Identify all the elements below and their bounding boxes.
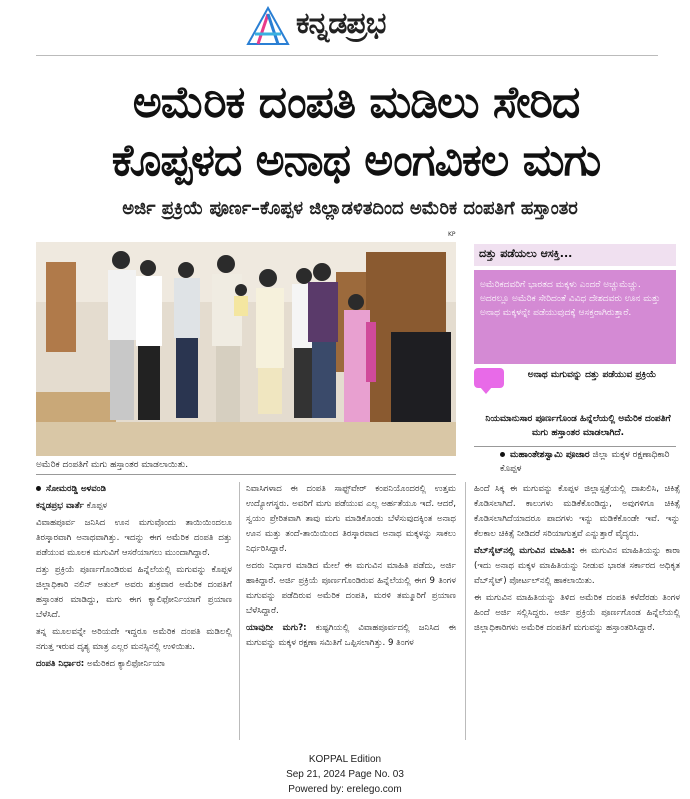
byline-name: ಸೋಮರಡ್ಡಿ ಅಳವಂಡಿ xyxy=(46,484,107,494)
sidebar-title: ದತ್ತು ಪಡೆಯಲು ಆಸಕ್ತಿ... xyxy=(474,244,676,266)
logo-triangle-icon xyxy=(246,6,290,46)
byline xyxy=(36,482,232,497)
pull-quote-line-2: ನಿಯಮಾನುಸಾರ ಪೂರ್ಣಗೊಂಡ ಹಿನ್ನೆಲೆಯಲ್ಲಿ ಅಮೆರಿಕ ದಂಪತಿಗೆ ಮಗು ಹಸ್ತಾಂತರ ಮಾಡಲಾಗಿದೆ. xyxy=(485,414,671,438)
subheading: ದಂಪತಿ ನಿರ್ಧಾರ: xyxy=(36,659,85,669)
article-column-1 xyxy=(36,482,232,674)
footer-powered-by: Powered by: erelego.com xyxy=(288,784,402,795)
footer-date-page: Sep 21, 2024 Page No. 03 xyxy=(286,769,404,780)
page-footer xyxy=(0,752,690,797)
footer-edition: KOPPAL Edition xyxy=(308,754,382,765)
paragraph-text: ಅಮೆರಿಕದ ಕ್ಯಾಲಿಫೋರ್ನಿಯಾ xyxy=(86,659,165,669)
quote-bubble-icon xyxy=(474,368,504,388)
pull-quote-line-1: ಅನಾಥ ಮಗುವನ್ನು ದತ್ತು ಪಡೆಯುವ ಪ್ರಕ್ರಿಯೆ xyxy=(527,370,657,380)
quote-attribution xyxy=(500,448,680,476)
paragraph-text: ಕುಷ್ಟಗಿಯಲ್ಲಿ ವಿವಾಹಪೂರ್ವದಲ್ಲಿ ಜನಿಸಿದ ಈ ಮಗುವನ್ನು ಮಕ್ಕಳ ರಕ್ಷಣಾ ಸಮಿತಿಗೆ ಒಪ್ಪಿಸಲಾಗಿತ್ತು. 9 ತಿಂಗಳ xyxy=(246,623,457,648)
headline-line-2: ಕೊಪ್ಪಳದ ಅನಾಥ ಅಂಗವಿಕಲ ಮಗು xyxy=(111,135,601,186)
masthead-name: ಕನ್ನಡಪ್ರಭ xyxy=(296,6,386,41)
paragraph xyxy=(246,621,456,651)
article-column-3 xyxy=(474,482,680,638)
column-divider xyxy=(239,482,240,740)
subheading: ಯಾವುದೀ ಮಗು?: xyxy=(246,623,307,633)
paragraph: ಅದರು ನಿರ್ಧಾರ ಮಾಡಿದ ಮೇಲೆ ಈ ಮಗುವಿನ ಮಾಹಿತಿ ಪಡೆದು, ಅರ್ಜಿ ಹಾಕಿದ್ದಾರೆ. ಅರ್ಜಿ ಪ್ರಕ್ರಿಯೆ ಪೂರ್ಣಗೊಂಡಿರುವ ಹಿನ್ನೆಲೆಯಲ್ಲಿ ಈಗ 9 ತಿಂಗಳ ಮಗುವನ್ನು ಪಡೆದಿರುವ ಅಮೆರಿಕ ದಂಪತಿ, ಮರಳಿ ತಮ್ಮೂರಿಗೆ ಪ್ರಯಾಣ ಬೆಳೆಸಿದ್ದಾರೆ. xyxy=(246,561,456,616)
photo-caption: ಅಮೆರಿಕ ದಂಪತಿಗೆ ಮಗು ಹಸ್ತಾಂತರ ಮಾಡಲಾಯಿತು. xyxy=(36,460,189,470)
bullet-icon xyxy=(36,486,41,491)
quote-divider xyxy=(474,446,676,447)
news-photo xyxy=(36,242,456,456)
subheadline: ಅರ್ಜಿ ಪ್ರಕ್ರಿಯೆ ಪೂರ್ಣ–ಕೊಪ್ಪಳ ಜಿಲ್ಲಾಡಳಿತದಿಂದ ಅಮೆರಿಕ ದಂಪತಿಗೆ ಹಸ್ತಾಂತರ xyxy=(122,198,578,219)
dateline xyxy=(36,499,232,514)
quote-role: ಜಿಲ್ಲಾ ಮಕ್ಕಳ ರಕ್ಷಣಾಧಿಕಾರಿ ಕೊಪ್ಪಳ xyxy=(500,450,670,474)
sidebar-text: ಅಮೆರಿಕದವರಿಗೆ ಭಾರತದ ಮಕ್ಕಳು ಎಂದರೆ ಅಚ್ಚುಮೆಚ್ಚು. ಅದರಲ್ಲೂ ಅಮೆರಿಕ ಸೇರಿದಂತೆ ವಿವಿಧ ದೇಶದವರು ಊನ ಮತ್ತು ಅನಾಥ ಮಕ್ಕಳನ್ನೇ ಪಡೆಯುವುದಕ್ಕೆ ಆಸಕ್ತರಾಗಿರುತ್ತಾರೆ. xyxy=(474,270,676,364)
paragraph: ದತ್ತು ಪ್ರಕ್ರಿಯೆ ಪೂರ್ಣಗೊಂಡಿರುವ ಹಿನ್ನೆಲೆಯಲ್ಲಿ ಮಗುವನ್ನು ಕೊಪ್ಪಳ ಜಿಲ್ಲಾಧಿಕಾರಿ ನಲಿನ್ ಅತುಲ್ ಅವರು ಶುಕ್ರವಾರ ಅಮೆರಿಕ ದಂಪತಿಗೆ ಹಸ್ತಾಂತರ ಮಾಡಿದ್ದು, ಮಗು ಈಗ ಕ್ಯಾಲಿಫೋರ್ನಿಯಾಗೆ ಪ್ರಯಾಣ ಬೆಳೆಸಿದೆ. xyxy=(36,565,232,620)
article-column-2 xyxy=(246,482,456,653)
paragraph: ನಿವಾಸಿಗಳಾದ ಈ ದಂಪತಿ ಸಾಫ್ಟ್‌ವೇರ್ ಕಂಪನಿಯೊಂದರಲ್ಲಿ ಉತ್ತಮ ಉದ್ಯೋಗಸ್ಥರು. ಅವರಿಗೆ ಮಗು ಪಡೆಯುವ ಎಲ್ಲ ಅರ್ಹತೆಯೂ ಇದೆ. ಆದರೆ, ಸ್ವಯಂ ಪ್ರೇರಿತವಾಗಿ ತಾವು ಮಗು ಮಾಡಿಕೊಂಡು ಬೆಳೆಸುವುದಕ್ಕಿಂತ ಅನಾಥ ಊನ ಮತ್ತು ತಂದೆ-ತಾಯಿಯಿಂದ ತಿರಸ್ಕಾರವಾದ ಅನಾಥ ಮಕ್ಕಳನ್ನು ಸಾಕಲು ನಿರ್ಧರಿಸಿದ್ದಾರೆ. xyxy=(246,484,456,554)
sidebar-box xyxy=(474,244,676,364)
pull-quote xyxy=(474,368,676,444)
paragraph xyxy=(36,657,232,672)
paragraph: ಹಿಂದೆ ಸಿಕ್ಕ ಈ ಮಗುವನ್ನು ಕೊಪ್ಪಳ ಜಿಲ್ಲಾಸ್ಪತ್ರೆಯಲ್ಲಿ ದಾಖಲಿಸಿ, ಚಿಕಿತ್ಸೆ ಕೊಡಿಸಲಾಗಿದೆ. ಕಾಲುಗಳು ಮಡಿಕೆಕೊಂಡಿದ್ದು, ಅವುಗಳಿಗೂ ಚಿಕಿತ್ಸೆ ಕೊಡಿಸಲಾಗಿದೆಯಾದರೂ ಪಾದಗಳು ಇನ್ನು ಮಡಿಕೆಕೊಂಡೇ ಇವೆ. ಇನ್ನು ಕೆಲಕಾಲ ಚಿಕಿತ್ಸೆ ನೀಡಿದರೆ ಸರಿಯಾಗುತ್ತವೆ ಎನ್ನುತ್ತಾರೆ ವೈದ್ಯರು. xyxy=(474,484,680,539)
column-divider xyxy=(465,482,466,740)
masthead xyxy=(0,0,690,56)
masthead-divider xyxy=(36,55,658,56)
paragraph: ತನ್ನ ಮೂಲವನ್ನೇ ಅರಿಯದೇ ಇದ್ದರೂ ಅಮೆರಿಕ ದಂಪತಿ ಮಡಿಲಲ್ಲಿ ನಗುತ್ತ ಇರುವ ದೃಶ್ಯ ಮಾತ್ರ ಎಲ್ಲರ ಮನಸ್ಸಿನಲ್ಲಿ ಉಳಿಯಿತು. xyxy=(36,627,232,652)
quote-author: ಮಹಾಂತೇಶಸ್ವಾಮಿ ಪೂಜಾರ xyxy=(510,450,590,460)
paragraph-text: ಈ ಮಗುವಿನ ಮಾಹಿತಿಯನ್ನು ಕಾರಾ (ಇದು ಅನಾಥ ಮಕ್ಕಳ ಮಾಹಿತಿಯನ್ನು ನೀಡುವ ಭಾರತ ಸರ್ಕಾರದ ಅಧಿಕೃತ ವೆಬ್‌ಸೈಟ್) ಪೋರ್ಟಲ್‌ನಲ್ಲಿ ಹಾಕಲಾಯಿತು. xyxy=(474,546,681,586)
subheading: ವೆಬ್‌ಸೈಟ್‌ನಲ್ಲಿ ಮಗುವಿನ ಮಾಹಿತಿ: xyxy=(474,546,575,556)
dateline-label: ಕನ್ನಡಪ್ರಭ ವಾರ್ತೆ xyxy=(36,501,84,511)
photo-illustration xyxy=(36,242,456,456)
paragraph: ವಿವಾಹಪೂರ್ವ ಜನಿಸಿದ ಊನ ಮಗುವೊಂದು ತಾಯಿಯಿಂದಲೂ ತಿರಸ್ಕಾರವಾಗಿ ಅನಾಥವಾಗಿತ್ತು. ಇದನ್ನು ಈಗ ಅಮೆರಿಕ ದಂಪತಿ ದತ್ತು ಪಡೆಯುವ ಮೂಲಕ ಮಗುವಿಗೆ ಆಸರೆಯಾಗಲು ಮುಂದಾಗಿದ್ದಾರೆ. xyxy=(36,518,232,558)
paragraph xyxy=(474,544,680,589)
dateline-place: ಕೊಪ್ಪಳ xyxy=(86,501,108,511)
headline-line-1: ಅಮೆರಿಕ ದಂಪತಿ ಮಡಿಲು ಸೇರಿದ xyxy=(132,77,580,128)
paragraph: ಈ ಮಗುವಿನ ಮಾಹಿತಿಯನ್ನು ತಿಳಿದ ಅಮೆರಿಕ ದಂಪತಿ ಕಳೆದೆರಡು ತಿಂಗಳ ಹಿಂದೆ ಅರ್ಜಿ ಸಲ್ಲಿಸಿದ್ದರು. ಅರ್ಜಿ ಪ್ರಕ್ರಿಯೆ ಪೂರ್ಣಗೊಂಡ ಹಿನ್ನೆಲೆಯಲ್ಲಿ ಜಿಲ್ಲಾಧಿಕಾರಿಗಳು ಅಮೆರಿಕ ದಂಪತಿಗೆ ಮಗುವನ್ನು ಹಸ್ತಾಂತರಿಸಿದ್ದಾರೆ. xyxy=(474,593,680,633)
caption-divider xyxy=(36,474,456,475)
photo-credit: KP xyxy=(448,231,456,238)
bullet-icon xyxy=(500,452,505,457)
